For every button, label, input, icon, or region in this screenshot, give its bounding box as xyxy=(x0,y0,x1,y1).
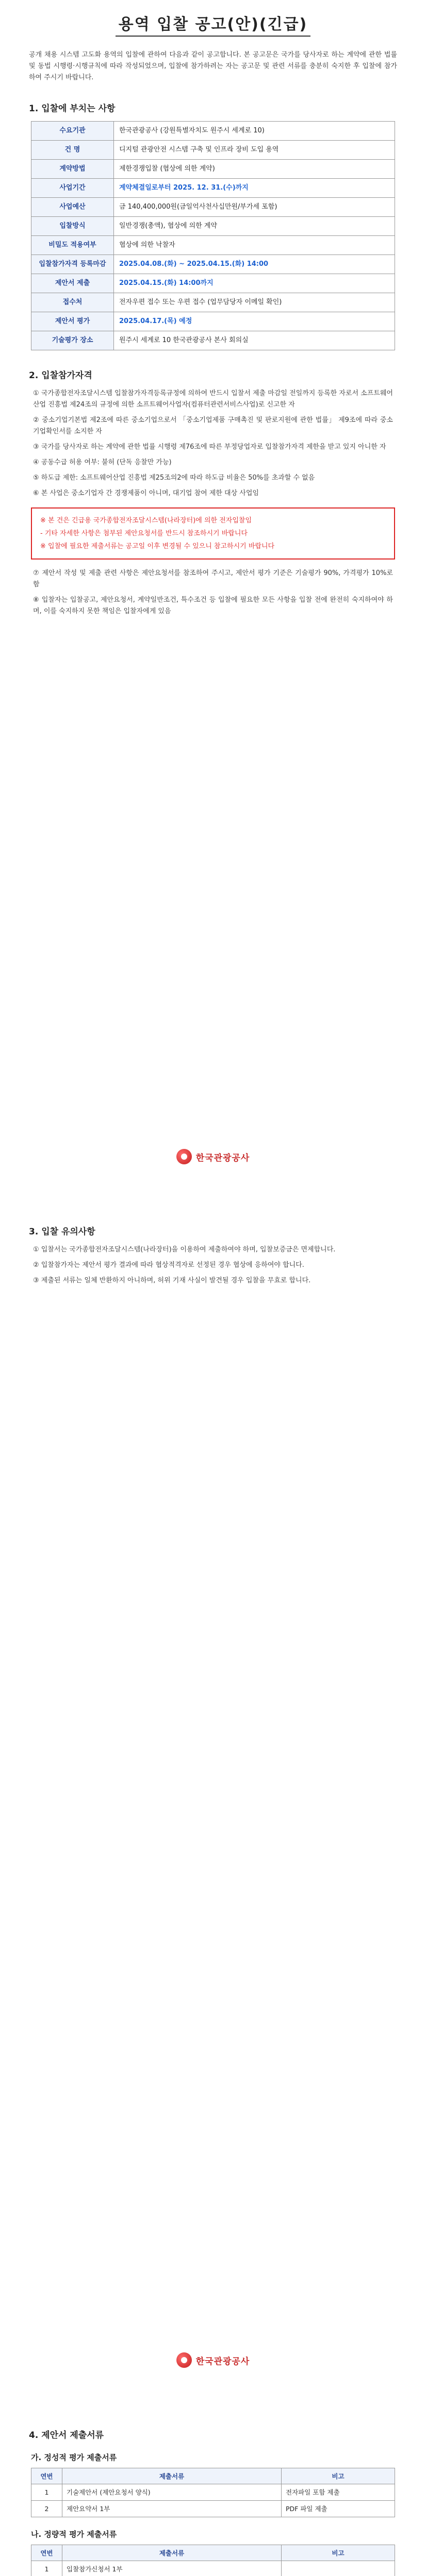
column-header: 비고 xyxy=(282,2468,395,2484)
column-header: 연번 xyxy=(31,2468,62,2484)
info-row xyxy=(31,274,395,293)
info-row xyxy=(31,312,395,331)
info-value: 2025.04.15.(화) 14:00까지 xyxy=(114,274,395,293)
info-row xyxy=(31,198,395,217)
info-value: 계약체결일로부터 2025. 12. 31.(수)까지 xyxy=(114,179,395,198)
qualitative-docs-table xyxy=(31,2468,395,2517)
bid-info-table xyxy=(31,121,395,350)
table-row xyxy=(31,2561,395,2576)
section-2-item: ② 중소기업기본법 제2조에 따른 중소기업으로서 「중소기업제품 구매촉진 및 판로지원에 관한 법률」 제9조에 따라 중소기업확인서를 소지한 자 xyxy=(33,416,393,435)
knto-logo-icon xyxy=(176,2352,192,2368)
section-3-item: ① 입찰서는 국가종합전자조달시스템(나라장터)을 이용하여 제출하여야 하며, 입찰보증금은 면제합니다. xyxy=(33,1246,336,1253)
section-4-sub-2: 나. 정량적 평가 제출서류 xyxy=(31,2530,117,2539)
info-key: 수요기관 xyxy=(31,122,114,141)
section-4-sub-1: 가. 정성적 평가 제출서류 xyxy=(31,2453,117,2462)
notice-line: ※ 입찰에 필요한 제출서류는 공고일 이후 변경될 수 있으니 참고하시기 바랍니다 xyxy=(40,543,275,550)
section-2-items xyxy=(0,388,426,499)
section-1-heading: 1. 입찰에 부치는 사항 xyxy=(29,104,116,114)
info-key: 건 명 xyxy=(31,141,114,160)
column-header: 제출서류 xyxy=(62,2468,282,2484)
info-value: 원주시 세계로 10 한국관광공사 본사 회의실 xyxy=(114,331,395,350)
knto-logo-icon xyxy=(176,1149,192,1164)
info-row xyxy=(31,179,395,198)
notice-line: - 기타 자세한 사항은 첨부된 제안요청서를 반드시 참조하시기 바랍니다 xyxy=(40,530,248,537)
info-key: 비밀도 적용여부 xyxy=(31,236,114,255)
info-row xyxy=(31,160,395,179)
section-2-item: ③ 국가를 당사자로 하는 계약에 관한 법률 시행령 제76조에 따른 부정당업자로 입찰참가자격 제한을 받고 있지 아니한 자 xyxy=(33,443,386,451)
table-row xyxy=(31,2484,395,2501)
table-cell: 기술제안서 (제안요청서 양식) xyxy=(62,2484,282,2501)
organization-logo: 한국관광공사 xyxy=(0,2352,426,2370)
page-1 xyxy=(0,0,426,1204)
info-row xyxy=(31,293,395,312)
page-3 xyxy=(0,2407,426,2576)
table-cell: PDF 파일 제출 xyxy=(282,2501,395,2517)
info-value: 일반경쟁(총액), 협상에 의한 계약 xyxy=(114,217,395,236)
info-key: 기술평가 장소 xyxy=(31,331,114,350)
notice-box xyxy=(31,507,395,560)
table-row xyxy=(31,2501,395,2517)
section-2-item: ⑤ 하도급 제한: 소프트웨어산업 진흥법 제25조의2에 따라 하도급 비율은 50%를 초과할 수 없음 xyxy=(33,474,315,482)
quantitative-docs-table xyxy=(31,2545,395,2576)
info-key: 제안서 제출 xyxy=(31,274,114,293)
intro-paragraph: 공개 채용 시스템 고도화 용역의 입찰에 관하여 다음과 같이 공고합니다. 본 공고문은 국가를 당사자로 하는 계약에 관한 법률 및 동법 시행령·시행규칙에 따라 작성되었으며, 입찰에 참가하려는 자는 공고문 및 관련 서류를 충분히 숙지한 후 입찰에 참가하여 주시기 바랍니다. xyxy=(29,51,397,81)
table-cell: 제안요약서 1부 xyxy=(62,2501,282,2517)
section-3-item: ③ 제출된 서류는 일체 반환하지 아니하며, 허위 기재 사실이 발견될 경우 입찰을 무효로 합니다. xyxy=(33,1277,311,1284)
info-value: 협상에 의한 낙찰자 xyxy=(114,236,395,255)
info-value: 디지털 관광안전 시스템 구축 및 인프라 장비 도입 용역 xyxy=(114,141,395,160)
info-row xyxy=(31,255,395,274)
info-key: 계약방법 xyxy=(31,160,114,179)
info-row xyxy=(31,141,395,160)
info-key: 사업예산 xyxy=(31,198,114,217)
column-header: 제출서류 xyxy=(62,2545,282,2561)
info-key: 제안서 평가 xyxy=(31,312,114,331)
info-key: 입찰방식 xyxy=(31,217,114,236)
column-header: 비고 xyxy=(282,2545,395,2561)
info-value: 2025.04.17.(목) 예정 xyxy=(114,312,395,331)
info-value: 전자우편 접수 또는 우편 접수 (업무담당자 이메일 확인) xyxy=(114,293,395,312)
info-key: 사업기간 xyxy=(31,179,114,198)
section-2b-item: ⑧ 입찰자는 입찰공고, 제안요청서, 계약일반조건, 특수조건 등 입찰에 필요한 모든 사항을 입찰 전에 완전히 숙지하여야 하며, 이를 숙지하지 못한 책임은 입찰자에게 있음 xyxy=(33,596,393,615)
table-cell: 입찰참가신청서 1부 xyxy=(62,2561,282,2576)
info-value: 금 140,400,000원(금일억사천사십만원/부가세 포함) xyxy=(114,198,395,217)
info-row xyxy=(31,122,395,141)
info-value: 한국관광공사 (강원특별자치도 원주시 세계로 10) xyxy=(114,122,395,141)
section-3-item: ② 입찰참가자는 제안서 평가 결과에 따라 협상적격자로 선정된 경우 협상에 응하여야 합니다. xyxy=(33,1261,304,1269)
document-title: 용역 입찰 공고(안)(긴급) xyxy=(0,0,426,42)
page-2 xyxy=(0,1204,426,2407)
section-3-heading: 3. 입찰 유의사항 xyxy=(29,1227,95,1237)
table-cell: 1 xyxy=(31,2484,62,2501)
column-header: 연번 xyxy=(31,2545,62,2561)
table-cell: 2 xyxy=(31,2501,62,2517)
info-value: 2025.04.08.(화) ~ 2025.04.15.(화) 14:00 xyxy=(114,255,395,274)
table-cell: 전자파일 포함 제출 xyxy=(282,2484,395,2501)
info-row xyxy=(31,236,395,255)
info-row xyxy=(31,331,395,350)
section-4-heading: 4. 제안서 제출서류 xyxy=(29,2430,104,2441)
info-key: 접수처 xyxy=(31,293,114,312)
section-2-item: ④ 공동수급 허용 여부: 불허 (단독 응찰만 가능) xyxy=(33,459,172,466)
info-key: 입찰참가자격 등록마감 xyxy=(31,255,114,274)
table-cell: 1 xyxy=(31,2561,62,2576)
organization-logo: 한국관광공사 xyxy=(0,1149,426,1166)
notice-line: ※ 본 건은 긴급용 국가종합전자조달시스템(나라장터)에 의한 전자입찰임 xyxy=(40,517,252,524)
section-2-heading: 2. 입찰참가자격 xyxy=(29,370,92,381)
section-2-item: ① 국가종합전자조달시스템 입찰참가자격등록규정에 의하여 반드시 입찰서 제출 마감일 전일까지 등록한 자로서 소프트웨어산업 진흥법 제24조의 규정에 의한 소프트웨어사업자(컴퓨터관련서비스사업)로 신고한 자 xyxy=(33,389,393,409)
info-value: 제한경쟁입찰 (협상에 의한 계약) xyxy=(114,160,395,179)
section-2b-item: ⑦ 제안서 작성 및 제출 관련 사항은 제안요청서를 참조하여 주시고, 제안서 평가 기준은 기술평가 90%, 가격평가 10%로 함 xyxy=(33,569,393,588)
section-2-item: ⑥ 본 사업은 중소기업자 간 경쟁제품이 아니며, 대기업 참여 제한 대상 사업임 xyxy=(33,489,259,497)
table-cell xyxy=(282,2561,395,2576)
info-row xyxy=(31,217,395,236)
